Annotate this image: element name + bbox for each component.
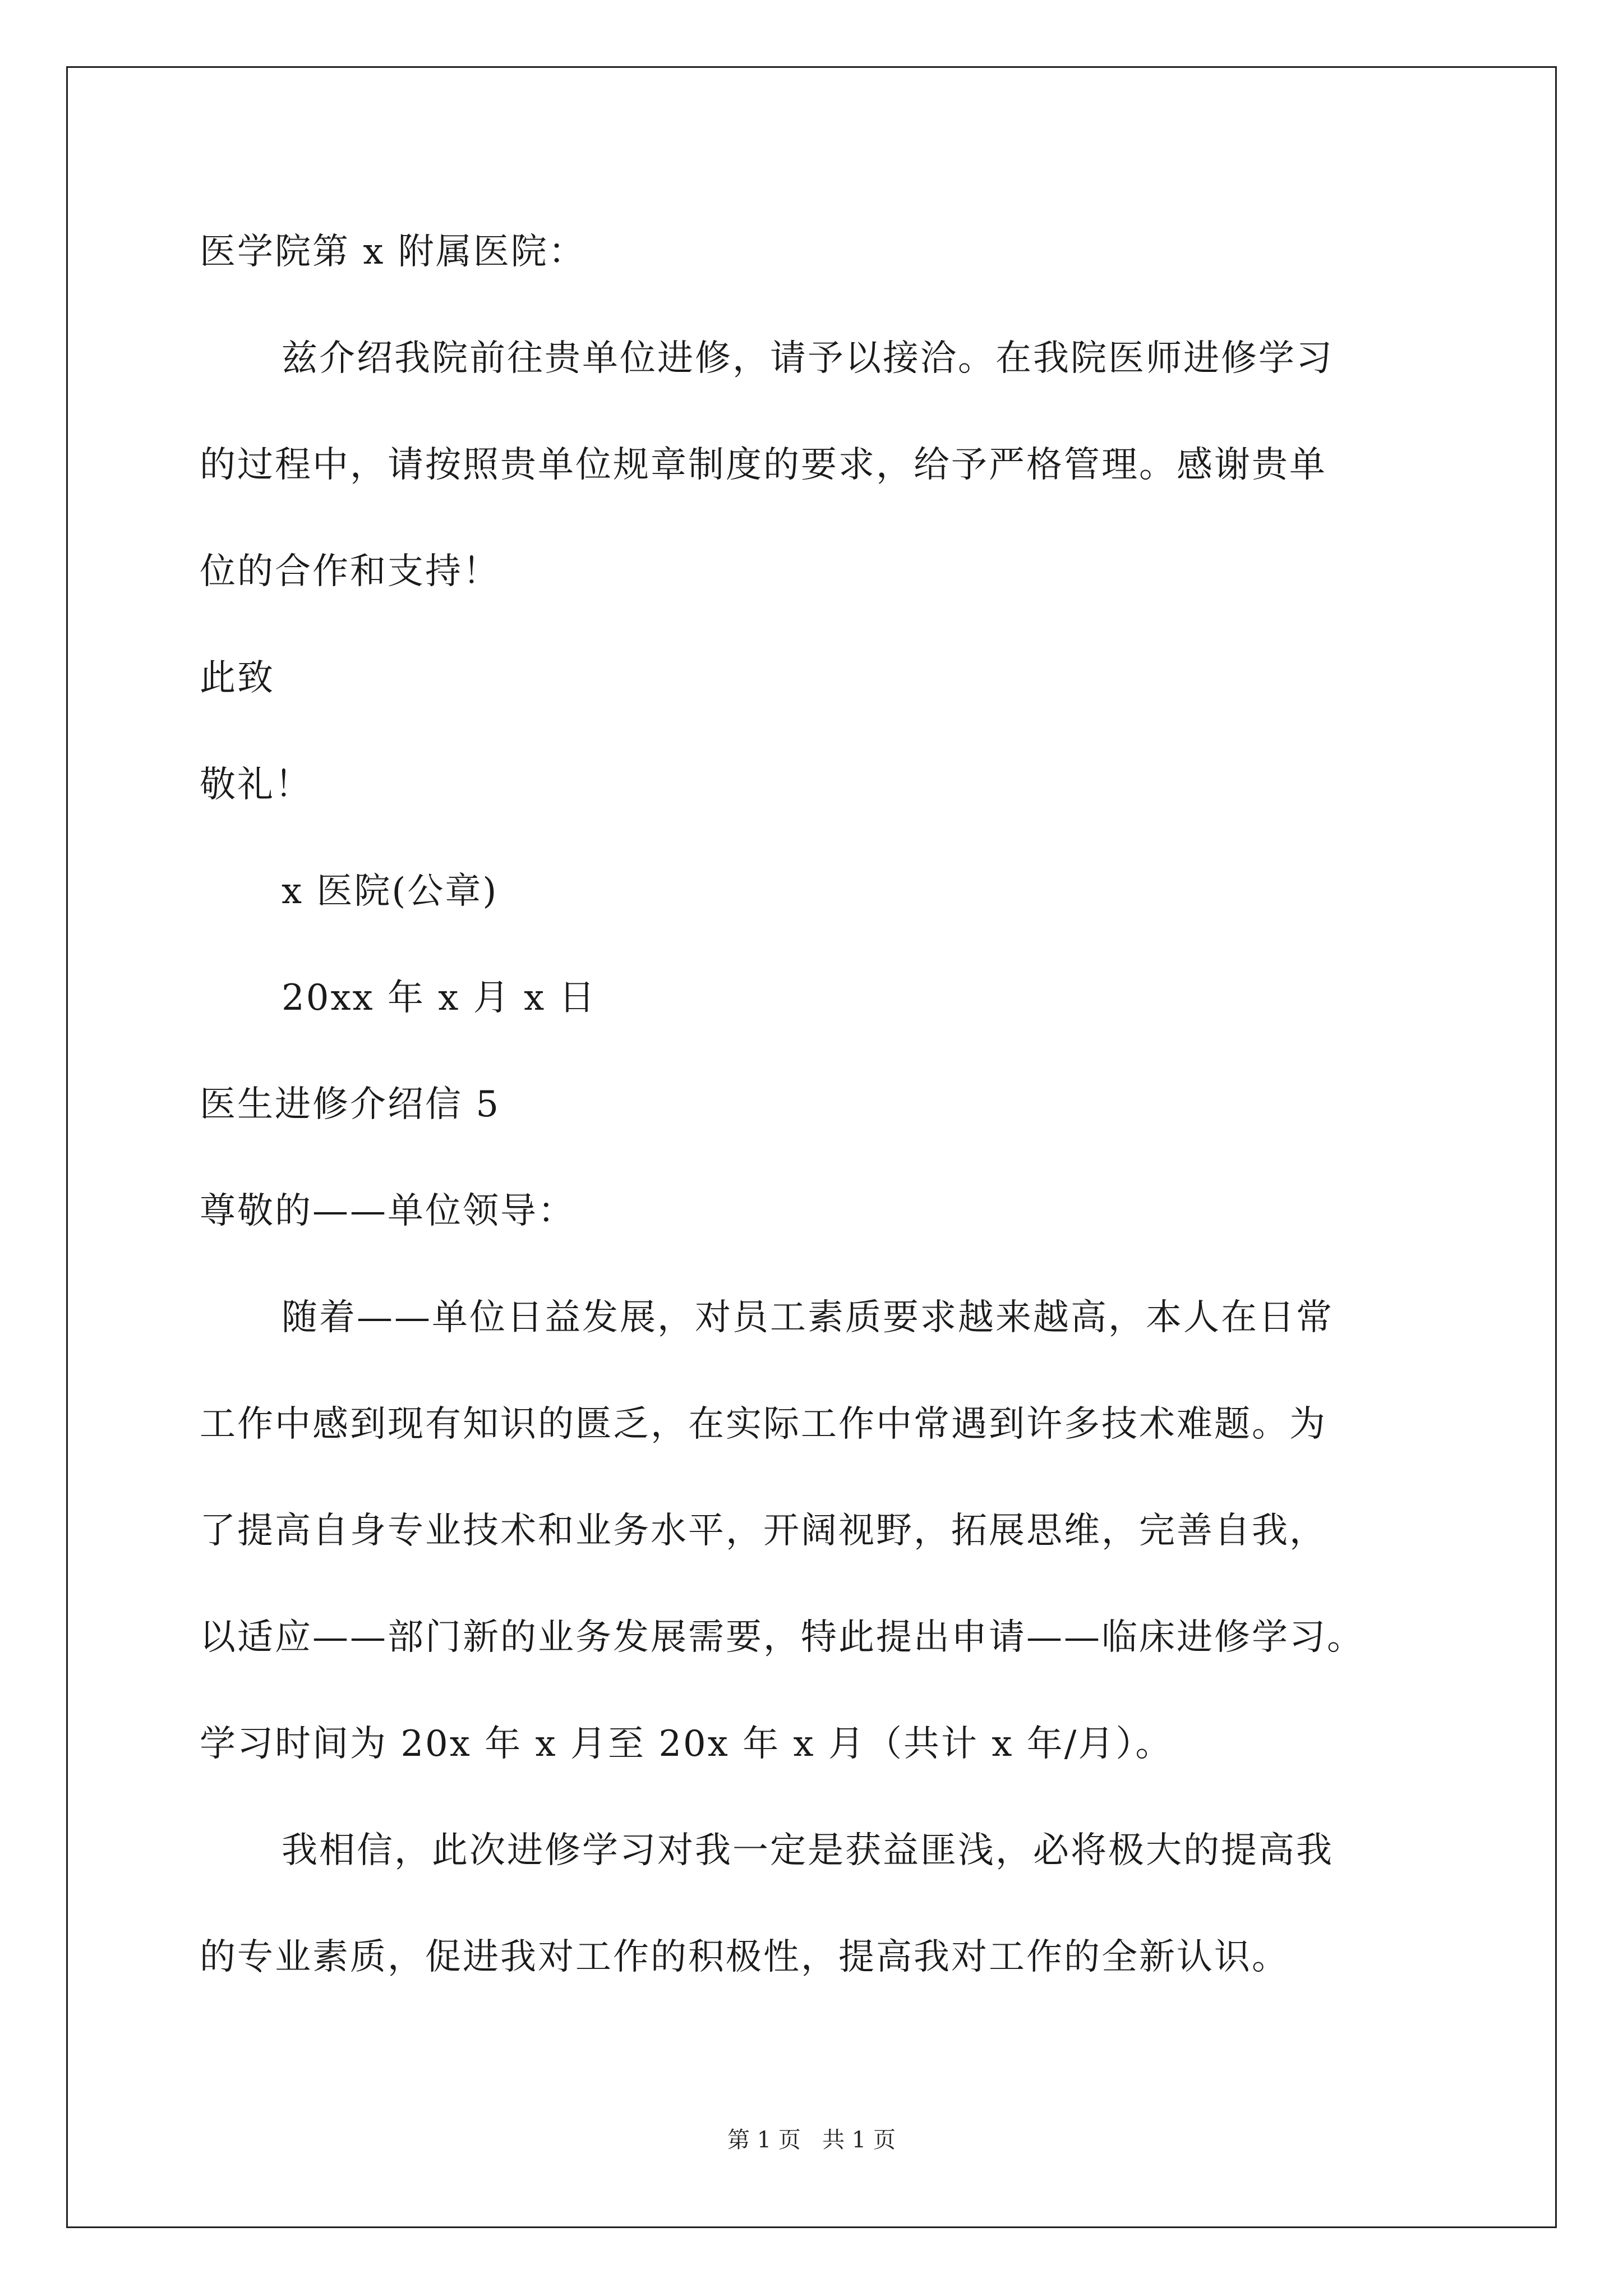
body-paragraph-line: 随着——单位日益发展，对员工素质要求越来越高，本人在日常 bbox=[282, 1297, 1334, 1338]
body-paragraph-line: 的专业素质，促进我对工作的积极性，提高我对工作的全新认识。 bbox=[200, 1936, 1289, 1978]
body-paragraph-line: 位的合作和支持！ bbox=[200, 551, 500, 592]
page-footer bbox=[0, 2126, 1623, 2154]
body-paragraph-line: 以适应——部门新的业务发展需要，特此提出申请——临床进修学习。 bbox=[200, 1617, 1364, 1658]
body-paragraph-line: 工作中感到现有知识的匮乏，在实际工作中常遇到许多技术难题。为 bbox=[200, 1404, 1327, 1445]
page-frame bbox=[66, 66, 1557, 2228]
date-line: 20xx 年 x 月 x 日 bbox=[282, 977, 597, 1019]
page-number: 第 1 页 bbox=[727, 2127, 801, 2153]
section-heading: 医生进修介绍信 5 bbox=[200, 1084, 501, 1125]
body-paragraph-line: 了提高自身专业技术和业务水平，开阔视野，拓展思维，完善自我， bbox=[200, 1510, 1327, 1552]
closing-line: 此致 bbox=[200, 657, 275, 699]
salutation-line: 医学院第 x 附属医院： bbox=[200, 231, 586, 273]
page-total: 共 1 页 bbox=[822, 2127, 896, 2153]
body-paragraph-line: 学习时间为 20x 年 x 月至 20x 年 x 月（共计 x 年/月）。 bbox=[200, 1723, 1173, 1765]
body-paragraph-line: 兹介绍我院前往贵单位进修，请予以接洽。在我院医师进修学习 bbox=[282, 338, 1334, 379]
body-paragraph-line: 我相信，此次进修学习对我一定是获益匪浅，必将极大的提高我 bbox=[282, 1830, 1334, 1871]
signature-line: x 医院(公章) bbox=[282, 871, 499, 912]
body-paragraph-line: 的过程中，请按照贵单位规章制度的要求，给予严格管理。感谢贵单 bbox=[200, 444, 1327, 486]
salutation-line: 尊敬的——单位领导： bbox=[200, 1190, 575, 1232]
closing-line: 敬礼！ bbox=[200, 764, 312, 806]
